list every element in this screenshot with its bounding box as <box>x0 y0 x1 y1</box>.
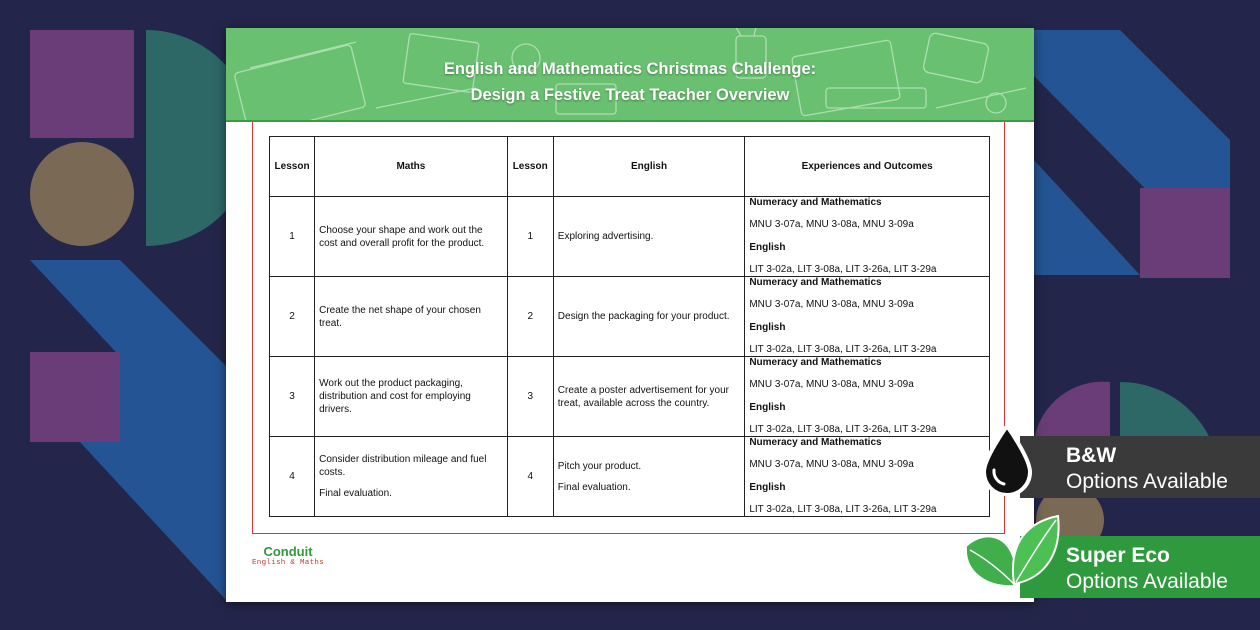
outcomes-cell <box>745 277 990 357</box>
numeracy-heading: Numeracy and Mathematics <box>749 197 882 208</box>
english-codes: LIT 3-02a, LIT 3-08a, LIT 3-26a, LIT 3-29a <box>749 343 937 355</box>
english-heading: English <box>749 241 786 253</box>
numeracy-codes: MNU 3-07a, MNU 3-08a, MNU 3-09a <box>749 459 914 471</box>
english-activity <box>553 357 745 437</box>
eco-badge-subtitle: Options Available <box>1066 570 1228 593</box>
numeracy-codes: MNU 3-07a, MNU 3-08a, MNU 3-09a <box>749 219 914 231</box>
table-row <box>270 437 990 517</box>
numeracy-codes: MNU 3-07a, MNU 3-08a, MNU 3-09a <box>749 379 914 391</box>
english-heading: English <box>749 401 786 413</box>
english-codes: LIT 3-02a, LIT 3-08a, LIT 3-26a, LIT 3-29a <box>749 423 937 435</box>
table-row <box>270 277 990 357</box>
outcomes-cell <box>745 197 990 277</box>
page-frame-left <box>252 122 253 533</box>
logo-name: Conduit <box>263 544 313 559</box>
page-title <box>226 56 1034 108</box>
ink-drop-icon <box>980 424 1034 496</box>
header-lesson-maths: Lesson <box>270 137 315 197</box>
numeracy-heading: Numeracy and Mathematics <box>749 277 882 288</box>
outcomes-cell <box>745 437 990 517</box>
english-heading: English <box>749 481 786 493</box>
table-header-row <box>270 137 990 197</box>
banner-divider <box>226 120 1034 122</box>
english-activity <box>553 197 745 277</box>
english-lesson-number: 2 <box>507 277 553 357</box>
english-activity-text: Create a poster advertisement for your treat, available across the country. <box>557 384 729 409</box>
maths-activity <box>315 277 508 357</box>
english-lesson-number: 3 <box>507 357 553 437</box>
english-heading: English <box>749 321 786 333</box>
numeracy-codes: MNU 3-07a, MNU 3-08a, MNU 3-09a <box>749 299 914 311</box>
maths-lesson-number: 1 <box>270 197 315 277</box>
maths-activity-text: Create the net shape of your chosen treat. <box>319 304 481 329</box>
title-line-1: English and Mathematics Christmas Challenge: <box>443 60 817 78</box>
english-activity <box>553 437 745 517</box>
table-row <box>270 357 990 437</box>
header-outcomes: Experiences and Outcomes <box>745 137 990 197</box>
maths-activity-text: Work out the product packaging, distribution and cost for employing drivers. <box>319 378 471 415</box>
english-activity-text: Pitch your product. <box>557 460 642 472</box>
bw-options-badge <box>1020 436 1260 498</box>
table-row <box>270 197 990 277</box>
maths-lesson-number: 2 <box>270 277 315 357</box>
outcomes-cell <box>745 357 990 437</box>
header-maths: Maths <box>315 137 508 197</box>
english-activity-text: Design the packaging for your product. <box>557 311 730 322</box>
english-activity-text: Final evaluation. <box>557 481 631 493</box>
worksheet-page <box>226 28 1034 602</box>
english-activity-text: Exploring advertising. <box>557 231 654 242</box>
conduit-logo <box>252 544 324 567</box>
english-lesson-number: 1 <box>507 197 553 277</box>
english-codes: LIT 3-02a, LIT 3-08a, LIT 3-26a, LIT 3-29a <box>749 503 937 515</box>
header-english: English <box>553 137 745 197</box>
header-banner <box>226 28 1034 122</box>
numeracy-heading: Numeracy and Mathematics <box>749 437 882 448</box>
english-activity <box>553 277 745 357</box>
eco-badge-title: Super Eco <box>1066 544 1170 567</box>
bw-badge-subtitle: Options Available <box>1066 470 1228 493</box>
maths-activity <box>315 197 508 277</box>
maths-lesson-number: 3 <box>270 357 315 437</box>
numeracy-heading: Numeracy and Mathematics <box>749 357 882 368</box>
english-lesson-number: 4 <box>507 437 553 517</box>
maths-lesson-number: 4 <box>270 437 315 517</box>
maths-activity-text: Final evaluation. <box>319 488 392 499</box>
maths-activity <box>315 437 508 517</box>
leaves-icon <box>958 512 1068 602</box>
lesson-overview-table <box>269 136 990 517</box>
maths-activity-text: Consider distribution mileage and fuel costs. <box>319 454 487 478</box>
english-codes: LIT 3-02a, LIT 3-08a, LIT 3-26a, LIT 3-29a <box>749 263 937 275</box>
maths-activity <box>315 357 508 437</box>
title-line-2: Design a Festive Treat Teacher Overview <box>470 86 790 104</box>
bw-badge-title: B&W <box>1066 444 1117 467</box>
header-lesson-english: Lesson <box>507 137 553 197</box>
logo-subtitle: English & Maths <box>252 559 325 567</box>
page-frame-bottom <box>252 533 1005 534</box>
maths-activity-text: Choose your shape and work out the cost and overall profit for the product. <box>319 224 485 249</box>
